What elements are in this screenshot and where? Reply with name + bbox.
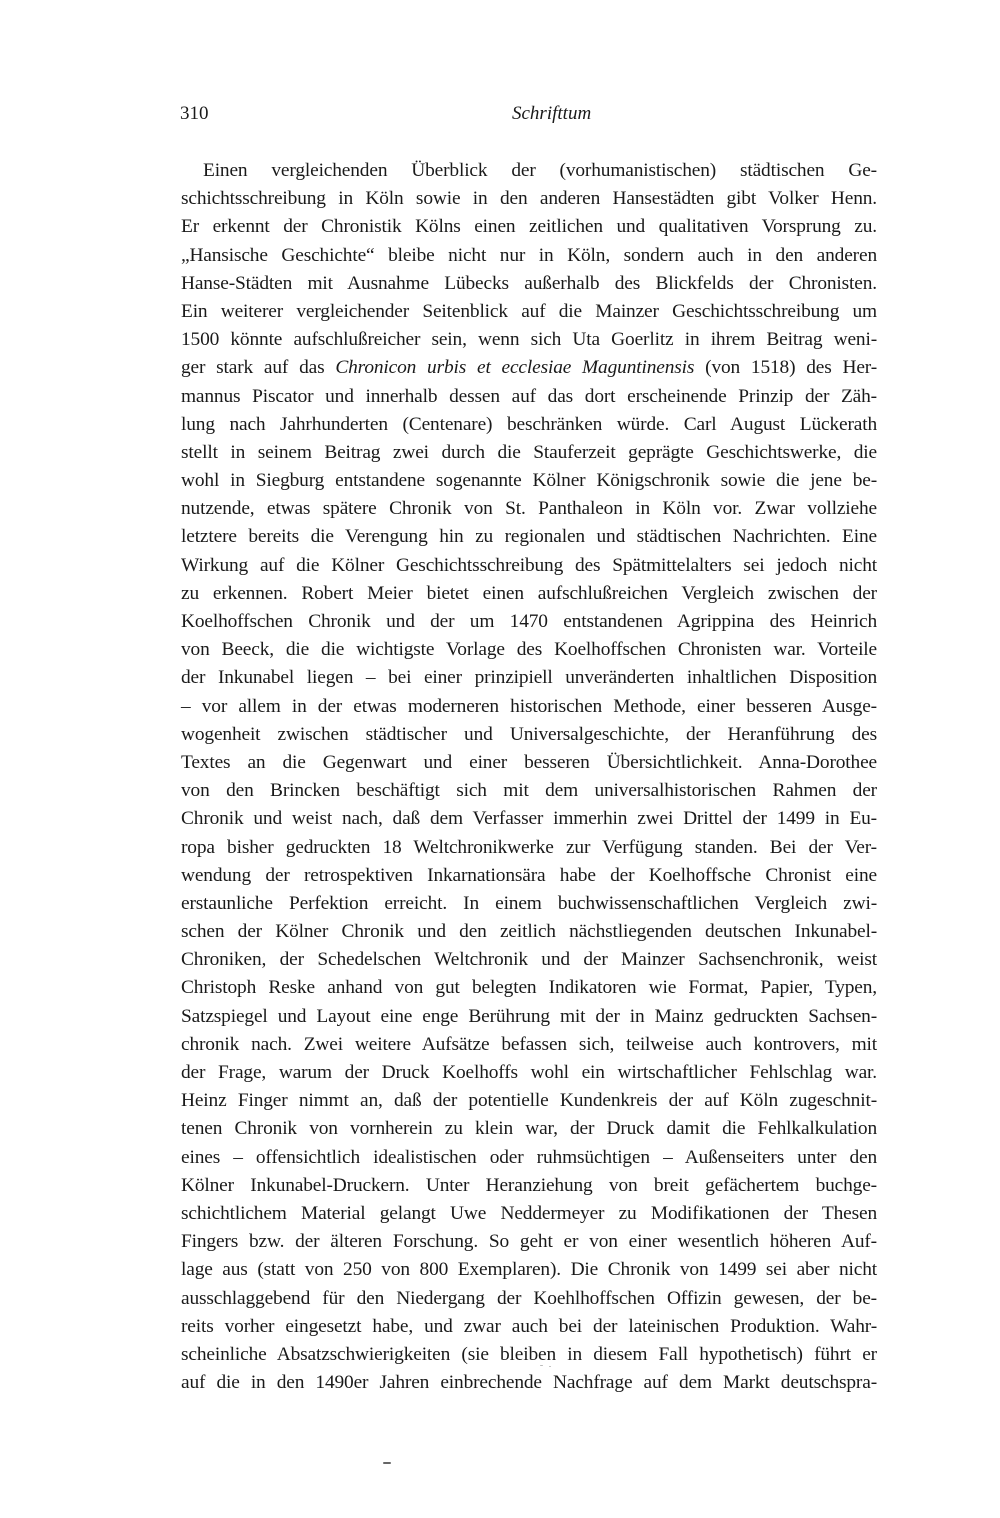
text-line: mannus Piscator und innerhalb dessen auf das dort erscheinende Prinzip der Zäh- <box>181 385 877 407</box>
text-line: ausschlaggebend für den Niedergang der Koehlhoffschen Offizin gewesen, der be- <box>181 1287 877 1309</box>
text-line: Einen vergleichenden Überblick der (vorhumanistischen) städtischen Ge- <box>203 160 877 181</box>
text-line: Christoph Reske anhand von gut belegten Indikatoren wie Format, Papier, Typen, <box>181 977 877 999</box>
body-paragraph <box>181 157 877 1397</box>
text-line: reits vorher eingesetzt habe, und zwar auch bei der lateinischen Produktion. Wahr- <box>181 1315 877 1337</box>
text-line: lage aus (statt von 250 von 800 Exemplaren). Die Chronik von 1499 sei aber nicht <box>181 1259 877 1281</box>
text-line: schen der Kölner Chronik und den zeitlich nächstliegenden deutschen Inkunabel- <box>181 921 877 943</box>
text-line: Textes an die Gegenwart und einer besseren Übersichtlichkeit. Anna-Dorothee <box>181 751 877 773</box>
text-line: Er erkennt der Chronistik Kölns einen zeitlichen und qualitativen Vorsprung zu. <box>181 216 877 238</box>
text-line: 1500 könnte aufschlußreicher sein, wenn sich Uta Goerlitz in ihrem Beitrag weni- <box>181 329 877 351</box>
text-line: Heinz Finger nimmt an, daß der potentielle Kundenkreis der auf Köln zugeschnit- <box>181 1090 877 1112</box>
text-line: erstaunliche Perfektion erreicht. In einem buchwissenschaftlichen Vergleich zwi- <box>181 892 877 914</box>
text-line: der Inkunabel liegen – bei einer prinzipiell unveränderten inhaltlichen Disposition <box>181 667 877 689</box>
text-line: scheinliche Absatzschwierigkeiten (sie bleiben in diesem Fall hypothetisch) führt er <box>181 1343 877 1365</box>
page-header <box>180 103 880 133</box>
text-line: schichtlichem Material gelangt Uwe Neddermeyer zu Modifikationen der Thesen <box>181 1202 877 1224</box>
text-line: ropa bisher gedruckten 18 Weltchronikwerke zur Verfügung standen. Bei der Ver- <box>181 836 877 858</box>
text-line: – vor allem in der etwas moderneren historischen Methode, einer besseren Ausge- <box>181 695 877 717</box>
text-line: der Frage, warum der Druck Koelhoffs wohl ein wirtschaftlicher Fehlschlag war. <box>181 1062 877 1083</box>
text-line: von Beeck, die die wichtigste Vorlage des Koelhoffschen Chronisten war. Vorteile <box>181 639 877 661</box>
text-segment: ger stark auf das <box>181 357 336 379</box>
text-line: Fingers bzw. der älteren Forschung. So geht er von einer wesentlich höheren Auf- <box>181 1231 877 1253</box>
text-line: schichtsschreibung in Köln sowie in den anderen Hansestädten gibt Volker Henn. <box>181 188 877 210</box>
text-line: Chroniken, der Schedelschen Weltchronik und der Mainzer Sachsenchronik, weist <box>181 949 877 971</box>
text-line: Kölner Inkunabel-Druckern. Unter Heranziehung von breit gefächertem buchge- <box>181 1174 877 1196</box>
text-line: Wirkung auf die Kölner Geschichtsschreibung des Spätmittelalters sei jedoch nicht <box>181 554 877 576</box>
text-line: nutzende, etwas spätere Chronik von St. Panthaleon in Köln vor. Zwar vollziehe <box>181 498 877 520</box>
text-line: Hanse-Städten mit Ausnahme Lübecks außerhalb des Blickfelds der Chronisten. <box>181 272 877 294</box>
text-line: chronik nach. Zwei weitere Aufsätze befassen sich, teilweise auch kontrovers, mit <box>181 1033 877 1055</box>
running-head: Schrifttum <box>512 103 592 124</box>
text-line: letztere bereits die Verengung hin zu regionalen und städtischen Nachrichten. Eine <box>181 526 877 548</box>
text-line: lung nach Jahrhunderten (Centenare) beschränken würde. Carl August Lückerath <box>181 413 877 435</box>
page-number: 310 <box>180 103 209 124</box>
text-line: wohl in Siegburg entstandene sogenannte Kölner Königschronik sowie die jene be- <box>181 470 877 492</box>
text-line: „Hansische Geschichte“ bleibe nicht nur in Köln, sondern auch in den anderen <box>181 244 877 266</box>
text-line: Ein weiterer vergleichender Seitenblick auf die Mainzer Geschichtsschreibung um <box>181 300 877 322</box>
text-line: zu erkennen. Robert Meier bietet einen aufschlußreichen Vergleich zwischen der <box>181 582 877 604</box>
text-line: auf die in den 1490er Jahren einbrechende Nachfrage auf dem Markt deutschspra- <box>181 1372 877 1394</box>
text-line-with-title <box>181 354 877 382</box>
scan-speck <box>383 1462 391 1464</box>
text-line: wogenheit zwischen städtischer und Universalgeschichte, der Heranführung des <box>181 723 877 745</box>
text-line: Koelhoffschen Chronik und der um 1470 entstandenen Agrippina des Heinrich <box>181 611 877 632</box>
text-line: tenen Chronik von vornherein zu klein war, der Druck damit die Fehlkalkulation <box>181 1118 877 1140</box>
text-segment: (von 1518) des Her- <box>694 357 878 379</box>
text-line: von den Brincken beschäftigt sich mit dem universalhistorischen Rahmen der <box>181 780 877 802</box>
text-line: Satzspiegel und Layout eine enge Berührung mit der in Mainz gedruckten Sachsen- <box>181 1005 877 1027</box>
scan-speck <box>549 1366 551 1367</box>
text-line: Chronik und weist nach, daß dem Verfasser immerhin zwei Drittel der 1499 in Eu- <box>181 808 877 830</box>
work-title: Chronicon urbis et ecclesiae Maguntinensis <box>335 357 695 379</box>
text-line: stellt in seinem Beitrag zwei durch die Stauferzeit geprägte Geschichtswerke, die <box>181 441 877 463</box>
text-line: eines – offensichtlich idealistischen oder ruhmsüchtigen – Außenseiters unter den <box>181 1146 877 1168</box>
text-line: wendung der retrospektiven Inkarnationsära habe der Koelhoffsche Chronist eine <box>181 864 877 886</box>
scan-speck <box>540 1365 543 1366</box>
